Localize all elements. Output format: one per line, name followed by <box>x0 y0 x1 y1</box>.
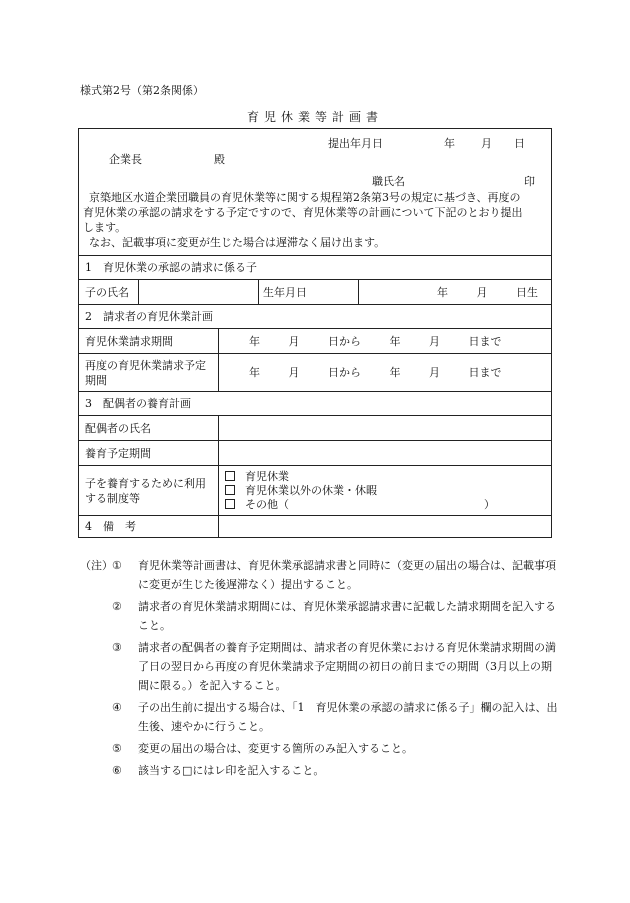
next-from-day: 日から <box>328 366 361 379</box>
body-line-4: なお、記載事項に変更が生じた場合は遅滞なく届け出ます。 <box>89 236 386 249</box>
next-leave-period-field[interactable] <box>219 354 552 392</box>
birth-year-label: 年 <box>437 285 448 299</box>
section-3-title: 3 配偶者の養育計画 <box>79 392 552 416</box>
period-to-month: 月 <box>429 334 440 348</box>
section-4-title: 4 備 考 <box>79 516 219 538</box>
body-line-3: します。 <box>83 221 127 234</box>
honorific: 殿 <box>214 153 225 166</box>
section-2-title: 2 請求者の育児休業計画 <box>79 305 552 329</box>
period-to-day: 日まで <box>468 334 502 348</box>
option-childcare-leave[interactable] <box>225 470 545 484</box>
note-number: ① <box>112 559 122 572</box>
body-line-1: 京築地区水道企業団職員の育児休業等に関する規程第2条第3号の規定に基づき、再度の <box>89 191 521 204</box>
care-period-label: 養育予定期間 <box>79 441 219 466</box>
submission-day-label: 日 <box>514 137 525 150</box>
checkbox-icon[interactable] <box>225 485 235 495</box>
leave-period-field[interactable] <box>219 329 552 354</box>
next-leave-period-label: 再度の育児休業請求予定期間 <box>79 354 219 392</box>
header-section <box>79 129 552 256</box>
document-title: 育児休業等計画書 <box>246 110 383 124</box>
close-paren: ） <box>484 497 495 511</box>
birth-day-label: 日生 <box>516 285 538 299</box>
next-from-month: 月 <box>288 366 300 379</box>
birth-month-label: 月 <box>476 285 488 299</box>
seal-mark: 印 <box>524 175 535 188</box>
form-number: 様式第2号（第2条関係） <box>80 84 204 97</box>
birth-date-field[interactable] <box>359 280 552 305</box>
checkbox-icon[interactable] <box>225 499 235 509</box>
child-name-field[interactable] <box>139 280 259 305</box>
spouse-name-field[interactable] <box>219 416 552 441</box>
period-from-day: 日から <box>328 334 361 348</box>
note-text: 請求者の育児休業請求期間には、育児休業承認請求書に記載した請求期間を記入すること。 <box>138 600 556 632</box>
checkbox-icon[interactable] <box>225 471 235 481</box>
note-text: 子の出生前に提出する場合は、「1 育児休業の承認の請求に係る子」欄の記入は、出生後、速やかに行うこと。 <box>138 701 558 733</box>
section-1-title: 1 育児休業の承認の請求に係る子 <box>79 256 552 280</box>
note-text: 育児休業等計画書は、育児休業承認請求書と同時に（変更の届出の場合は、記載事項に変更が生じた後遅滞なく）提出すること。 <box>138 559 556 591</box>
submission-month-label: 月 <box>481 137 492 150</box>
note-number: ⑥ <box>112 764 122 777</box>
option-label: 育児休業以外の休業・休暇 <box>245 483 377 497</box>
note-number: ③ <box>112 641 122 654</box>
notes-section <box>80 556 560 783</box>
note-text: 該当する□にはレ印を記入すること。 <box>138 764 325 777</box>
note-item <box>80 739 560 758</box>
note-number: ④ <box>112 701 122 714</box>
note-text: 変更の届出の場合は、変更する箇所のみ記入すること。 <box>138 742 413 755</box>
next-to-month: 月 <box>429 366 440 379</box>
note-item <box>80 556 560 594</box>
childcare-system-label: 子を養育するために利用する制度等 <box>79 466 219 516</box>
care-period-field[interactable] <box>219 441 552 466</box>
remarks-field[interactable] <box>219 516 552 538</box>
next-from-year: 年 <box>249 366 260 379</box>
note-item <box>80 597 560 635</box>
period-from-year: 年 <box>249 334 260 348</box>
note-item <box>80 761 560 780</box>
name-title-label: 職氏名 <box>372 175 405 188</box>
note-number: ⑤ <box>112 742 122 755</box>
spouse-name-label: 配偶者の氏名 <box>79 416 219 441</box>
next-to-day: 日まで <box>468 366 502 379</box>
option-other-leave[interactable] <box>225 484 545 498</box>
child-name-label: 子の氏名 <box>79 280 139 305</box>
next-to-year: 年 <box>389 366 401 379</box>
notes-label: （注） <box>80 559 113 572</box>
birth-date-label: 生年月日 <box>259 280 359 305</box>
childcare-system-options <box>219 466 552 516</box>
note-number: ② <box>112 600 122 613</box>
note-item <box>80 638 560 695</box>
option-label: その他（ <box>245 497 289 511</box>
leave-period-label: 育児休業請求期間 <box>79 329 219 354</box>
addressee: 企業長 <box>109 153 142 166</box>
note-item <box>80 698 560 736</box>
period-to-year: 年 <box>389 334 401 348</box>
period-from-month: 月 <box>288 334 300 348</box>
plan-form-table <box>78 128 552 538</box>
body-line-2: 育児休業の承認の請求をする予定ですので、育児休業等の計画について下記のとおり提出 <box>83 206 523 219</box>
option-label: 育児休業 <box>245 469 289 483</box>
submission-year-label: 年 <box>444 137 455 150</box>
note-text: 請求者の配偶者の養育予定期間は、請求者の育児休業における育児休業請求期間の満了日の翌日から再度の育児休業請求予定期間の初日の前日までの期間（3月以上の期間に限る。）を記入すること。 <box>138 641 556 692</box>
option-other[interactable] <box>225 498 545 512</box>
submission-date-label: 提出年月日 <box>328 137 383 150</box>
